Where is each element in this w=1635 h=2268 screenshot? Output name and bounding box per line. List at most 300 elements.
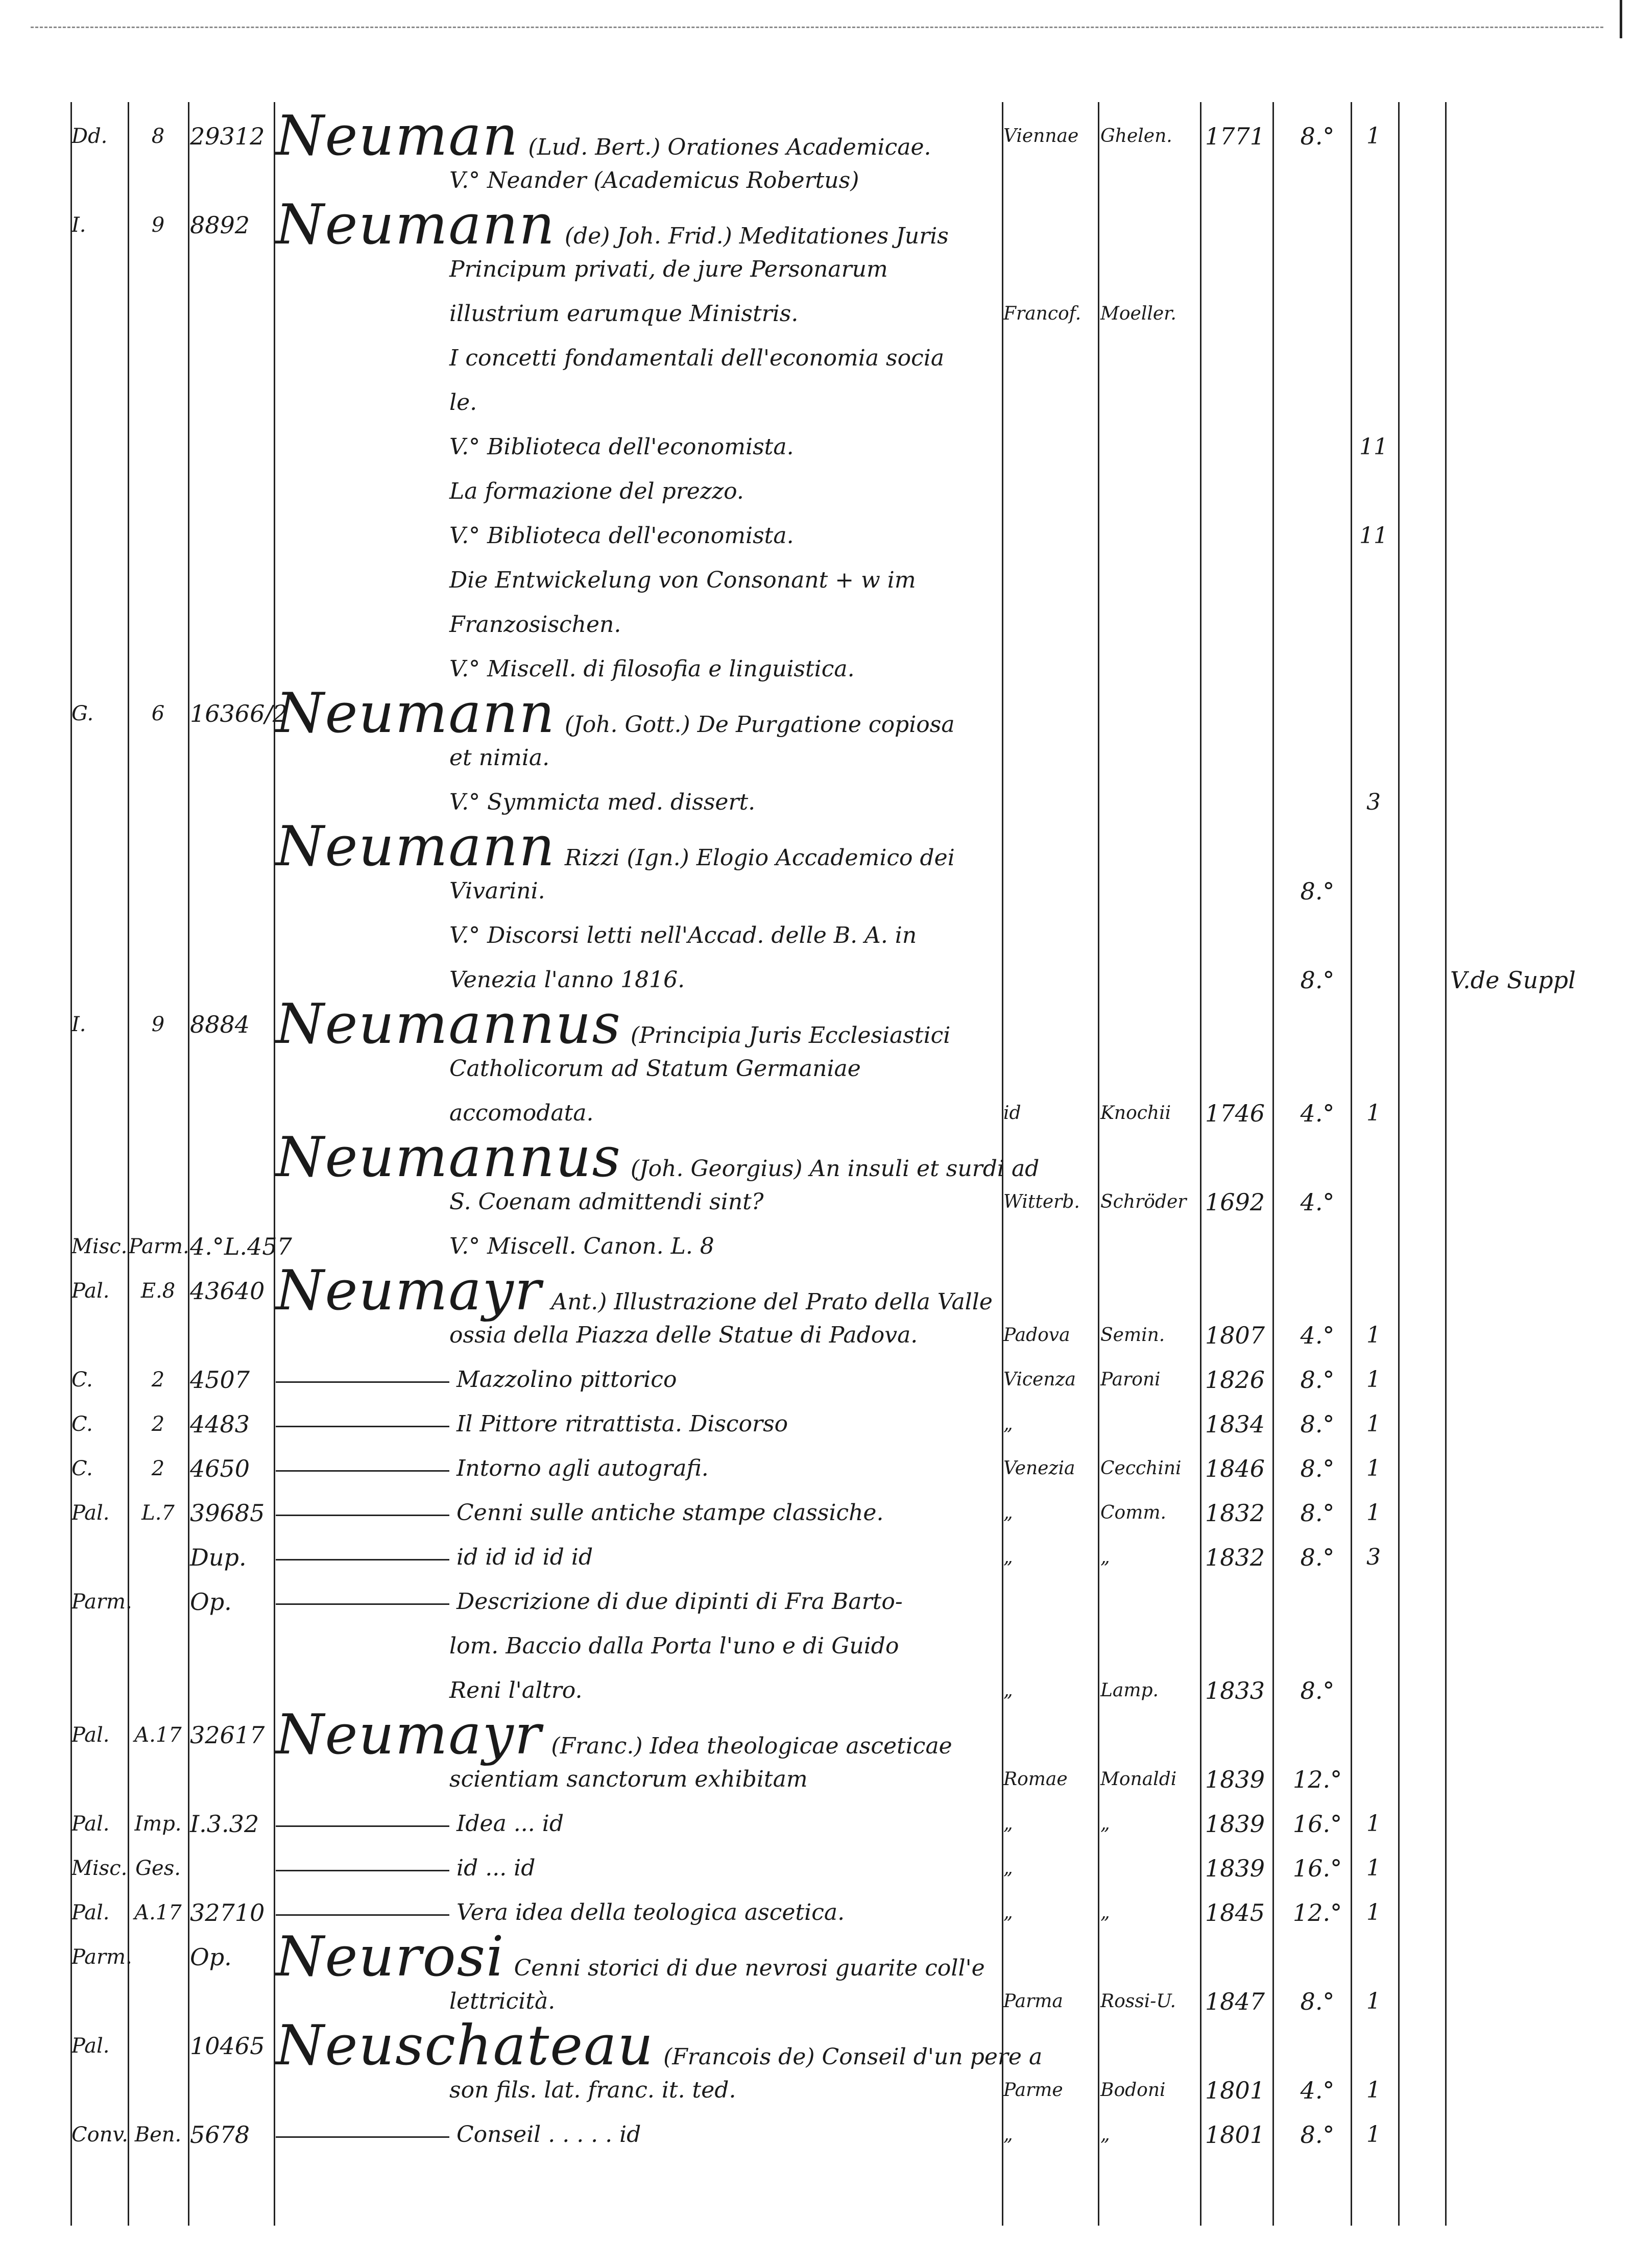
section-mark [129,1047,187,1090]
shelf-mark: Parm. [71,1590,132,1614]
note: V.de Suppl [1450,966,1576,994]
publisher [1100,959,1192,1002]
note [1450,1802,1603,1845]
entry-title: Idea ... id [456,1811,564,1837]
catalog-entry-row [0,193,1635,257]
publisher [1100,914,1192,957]
shelf-mark: G. [71,702,94,725]
shelf-mark [71,470,125,513]
section-mark [129,515,187,557]
volumes: 1 [1366,1322,1381,1348]
author-heading: Neumann [276,815,556,879]
year: 1839 [1205,1810,1265,1838]
note [1450,292,1603,335]
inventory-number: 39685 [190,1499,265,1527]
catalog-entry-row [0,1358,1635,1401]
shelf-mark: I. [71,1013,86,1036]
shelf-mark [71,515,125,557]
author-heading: Neumayr [276,1259,542,1323]
section-mark: Parm. [129,1235,189,1258]
catalog-entry-row [0,781,1635,824]
place-of-publication [1003,1003,1095,1046]
volumes: 1 [1366,1411,1381,1437]
entry-description [276,559,1001,602]
catalog-entry-row [0,914,1635,957]
section-mark [129,2025,187,2067]
entry-title: lettricità. [449,1988,556,2014]
format [1292,825,1343,868]
entry-title: Intorno agli autografi. [456,1455,709,1481]
place-of-publication [1003,737,1095,779]
format [1292,1003,1343,1046]
note [1450,603,1603,646]
volumes [1353,2025,1394,2067]
shelf-mark: I. [71,213,86,237]
inventory-number [190,470,272,513]
section-mark [129,781,187,824]
section-mark [129,1980,187,2023]
year [1205,1003,1269,1046]
shelf-mark [71,1181,125,1224]
format [1292,381,1343,424]
shelf-mark: Conv. [71,2123,129,2147]
catalog-entry-row [0,1980,1635,2023]
volumes: 11 [1359,523,1388,549]
entry-title: (Principia Juris Ecclesiastici [630,1022,951,1048]
shelf-mark [71,248,125,291]
format: 16.° [1292,1855,1342,1882]
year [1205,515,1269,557]
section-mark [129,1136,187,1179]
publisher: „ [1100,1813,1110,1834]
publisher [1100,648,1192,691]
author-heading: Neumayr [276,1703,542,1767]
publisher [1100,1403,1192,1446]
catalog-entry-row [0,1891,1635,1934]
year [1205,648,1269,691]
publisher: Bodoni [1100,2080,1166,2101]
shelf-mark: Pal. [71,1279,110,1303]
section-mark [129,2069,187,2112]
year [1205,959,1269,1002]
year: 1801 [1205,2077,1265,2104]
volumes: 1 [1366,123,1381,149]
volumes [1353,204,1394,247]
ditto-rule [276,1381,449,1383]
entry-title: id ... id [456,1855,536,1881]
volumes: 3 [1366,1544,1381,1570]
format [1292,559,1343,602]
section-mark [129,1536,187,1579]
entry-title: (Franc.) Idea theologicae asceticae [551,1733,952,1759]
publisher: Lamp. [1100,1680,1159,1701]
volumes [1353,1669,1394,1712]
entry-title: Principum privati, de jure Personarum [449,256,888,282]
section-mark [129,292,187,335]
inventory-number [190,1314,272,1357]
entry-description [276,1802,1001,1845]
volumes [1353,337,1394,380]
inventory-number: 4483 [190,1410,250,1438]
place-of-publication [1003,559,1095,602]
section-mark [129,1669,187,1712]
volumes [1353,870,1394,913]
entry-title: Vera idea della teologica ascetica. [456,1899,845,1925]
catalog-entry-row [0,1758,1635,1801]
shelf-mark: Pal. [71,1901,110,1924]
publisher: „ [1100,1547,1110,1568]
shelf-mark [71,1980,125,2023]
place-of-publication: Viennae [1003,126,1079,147]
year: 1807 [1205,1322,1265,1349]
volumes [1353,959,1394,1002]
inventory-number [190,159,272,202]
section-mark: A.17 [134,1901,182,1924]
inventory-number [190,426,272,469]
section-mark [129,470,187,513]
note [1450,470,1603,513]
catalog-entry-row [0,737,1635,779]
publisher: Cecchini [1100,1458,1182,1479]
year: 1839 [1205,1855,1265,1882]
year [1205,159,1269,202]
section-mark [129,959,187,1002]
entry-description [276,2014,1043,2078]
entry-title: id id id id id [456,1544,593,1570]
format [1292,2025,1343,2067]
catalog-entry-row [0,1847,1635,1890]
volumes [1353,737,1394,779]
catalog-entry-row [0,1259,1635,1323]
inventory-number [190,292,272,335]
place-of-publication: Romae [1003,1769,1068,1790]
publisher [1100,1714,1192,1757]
volumes: 1 [1366,2077,1381,2103]
place-of-publication [1003,248,1095,291]
format: 4.° [1300,2077,1335,2104]
year [1205,204,1269,247]
catalog-entry-row [0,603,1635,646]
publisher [1100,159,1192,202]
place-of-publication [1003,426,1095,469]
place-of-publication: Padova [1003,1325,1070,1346]
note [1450,1270,1603,1312]
section-mark: 9 [151,1013,165,1036]
format [1292,914,1343,957]
inventory-number: 8892 [190,211,250,239]
format [1292,692,1343,735]
year [1205,2025,1269,2067]
format [1292,515,1343,557]
volumes [1353,1003,1394,1046]
format [1292,1270,1343,1312]
note [1450,115,1603,158]
section-mark: 2 [151,1412,165,1436]
section-mark [129,648,187,691]
catalog-entry-row [0,992,1635,1056]
section-mark [129,1314,187,1357]
note [1450,1714,1603,1757]
place-of-publication: „ [1003,1413,1013,1434]
note [1450,914,1603,957]
catalog-entry-row [0,470,1635,513]
format: 8.° [1300,1499,1335,1527]
place-of-publication [1003,1225,1095,1268]
shelf-mark: Misc. [71,1857,128,1880]
place-of-publication [1003,1270,1095,1312]
catalog-entry-row [0,1925,1635,1989]
entry-description [276,737,1001,779]
publisher [1100,1003,1192,1046]
note [1450,737,1603,779]
ditto-rule [276,1914,449,1916]
year: 1833 [1205,1677,1265,1704]
section-mark [129,426,187,469]
entry-description [276,992,1001,1056]
volumes: 1 [1366,1367,1381,1393]
inventory-number: Dup. [190,1544,247,1571]
section-mark: 9 [151,213,165,237]
entry-title: V.° Biblioteca dell'economista. [449,434,794,460]
catalog-entry-row [0,1225,1635,1268]
entry-description [276,2069,1001,2112]
place-of-publication [1003,159,1095,202]
entry-description [276,104,1001,168]
inventory-number [190,603,272,646]
catalog-entry-row [0,104,1635,168]
entry-title: V.° Biblioteca dell'economista. [449,523,794,549]
publisher: Schröder [1100,1191,1187,1212]
publisher [1100,1136,1192,1179]
note [1450,1936,1603,1979]
inventory-number [190,737,272,779]
format: 8.° [1300,1544,1335,1571]
note [1450,2025,1603,2067]
section-mark [129,825,187,868]
entry-description [276,337,1001,380]
volumes: 1 [1366,1899,1381,1925]
section-mark [129,603,187,646]
format [1292,470,1343,513]
catalog-entry-row [0,337,1635,380]
inventory-number: 32617 [190,1721,265,1749]
section-mark [129,1092,187,1135]
year [1205,337,1269,380]
publisher [1100,1270,1192,1312]
publisher [1100,1625,1192,1668]
year [1205,692,1269,735]
volumes [1353,1936,1394,1979]
entry-title: et nimia. [449,745,550,771]
format [1292,1580,1343,1623]
entry-title: V.° Symmicta med. dissert. [449,789,756,815]
shelf-mark [71,2069,125,2112]
catalog-entry-row [0,2069,1635,2112]
volumes [1353,1225,1394,1268]
year [1205,1936,1269,1979]
shelf-mark [71,292,125,335]
section-mark [129,1758,187,1801]
year [1205,381,1269,424]
volumes: 1 [1366,1100,1381,1126]
author-heading: Neurosi [276,1925,505,1989]
section-mark [129,870,187,913]
volumes: 3 [1366,789,1381,815]
section-mark: 2 [151,1457,165,1480]
year: 1834 [1205,1410,1265,1438]
catalog-entry-row [0,1536,1635,1579]
ditto-rule [276,1603,449,1605]
inventory-number [190,1047,272,1090]
section-mark: 2 [151,1368,165,1392]
shelf-mark [71,825,125,868]
format: 4.° [1300,1188,1335,1216]
year [1205,559,1269,602]
section-mark [129,159,187,202]
entry-title: (Joh. Gott.) De Purgatione copiosa [564,712,955,738]
shelf-mark [71,870,125,913]
section-mark [129,559,187,602]
place-of-publication: „ [1003,2124,1013,2145]
entry-description [276,292,1001,335]
section-mark: 6 [151,702,165,725]
ditto-rule [276,1426,449,1427]
entry-title: Reni l'altro. [449,1677,583,1703]
place-of-publication: id [1003,1103,1021,1124]
inventory-number: 4650 [190,1455,250,1482]
inventory-number: Op. [190,1588,232,1616]
year: 1771 [1205,123,1265,150]
note [1450,648,1603,691]
note [1450,1492,1603,1534]
place-of-publication: Parme [1003,2080,1063,2101]
inventory-number [190,648,272,691]
entry-description [276,1358,1001,1401]
entry-description [276,1492,1001,1534]
note [1450,1847,1603,1890]
place-of-publication [1003,1936,1095,1979]
format: 8.° [1300,966,1335,994]
note [1450,381,1603,424]
year [1205,1625,1269,1668]
year: 1839 [1205,1766,1265,1793]
shelf-mark: C. [71,1457,93,1480]
volumes: 1 [1366,1988,1381,2014]
inventory-number: I.3.32 [190,1810,259,1838]
format: 8.° [1300,123,1335,150]
publisher [1100,1580,1192,1623]
place-of-publication: „ [1003,1547,1013,1568]
format: 8.° [1300,2121,1335,2149]
note [1450,1358,1603,1401]
entry-title: Cenni sulle antiche stampe classiche. [456,1500,884,1526]
place-of-publication [1003,1580,1095,1623]
catalog-entry-row [0,2014,1635,2078]
section-mark [129,1936,187,1979]
section-mark [129,1625,187,1668]
note [1450,515,1603,557]
place-of-publication [1003,603,1095,646]
place-of-publication [1003,781,1095,824]
publisher: Comm. [1100,1502,1166,1523]
author-heading: Neumannus [276,1126,621,1189]
entry-title: Vivarini. [449,878,545,904]
year [1205,1714,1269,1757]
note [1450,692,1603,735]
shelf-mark: Pal. [71,1812,110,1836]
place-of-publication: Witterb. [1003,1191,1080,1212]
year: 1845 [1205,1899,1265,1926]
publisher [1100,870,1192,913]
ditto-rule [276,2136,449,2138]
shelf-mark [71,603,125,646]
format [1292,204,1343,247]
catalog-entry-row [0,1047,1635,1090]
place-of-publication: Parma [1003,1991,1063,2012]
publisher [1100,825,1192,868]
publisher: „ [1100,1902,1110,1923]
catalog-entry-row [0,2113,1635,2156]
format [1292,1225,1343,1268]
section-mark: L.7 [141,1501,175,1525]
entry-title: I concetti fondamentali dell'economia socia [449,345,945,371]
year: 1826 [1205,1366,1265,1394]
format [1292,426,1343,469]
shelf-mark [71,381,125,424]
place-of-publication [1003,337,1095,380]
volumes [1353,159,1394,202]
entry-description [276,1703,1001,1767]
entry-title: Die Entwickelung von Consonant + w im [449,567,916,593]
shelf-mark: C. [71,1412,93,1436]
inventory-number: 4507 [190,1366,250,1394]
format [1292,292,1343,335]
section-mark [129,737,187,779]
catalog-entry-row [0,1802,1635,1845]
catalog-entry-row [0,1492,1635,1534]
entry-description [276,248,1001,291]
catalog-entry-row [0,1703,1635,1767]
place-of-publication [1003,515,1095,557]
note [1450,1580,1603,1623]
entry-title: Conseil . . . . . id [456,2121,641,2148]
publisher: Ghelen. [1100,126,1172,147]
place-of-publication [1003,470,1095,513]
place-of-publication: Francof. [1003,303,1081,324]
note [1450,2113,1603,2156]
inventory-number [190,1758,272,1801]
format: 8.° [1300,877,1335,905]
place-of-publication: „ [1003,1680,1013,1701]
entry-description [276,1047,1001,1090]
shelf-mark [71,159,125,202]
catalog-entry-row [0,1092,1635,1135]
shelf-mark [71,1758,125,1801]
year [1205,870,1269,913]
entry-title: (Joh. Georgius) An insuli et surdi ad [630,1156,1040,1182]
entry-description [276,426,1001,469]
shelf-mark: Dd. [71,125,108,148]
section-mark [129,914,187,957]
entry-title: Ant.) Illustrazione del Prato della Valle [551,1289,993,1315]
year: 1832 [1205,1499,1265,1527]
section-mark [129,248,187,291]
entry-description [276,1403,1001,1446]
volumes: 1 [1366,1455,1381,1481]
page-corner-mark [1620,0,1622,38]
year: 1692 [1205,1188,1265,1216]
volumes: 1 [1366,1811,1381,1837]
